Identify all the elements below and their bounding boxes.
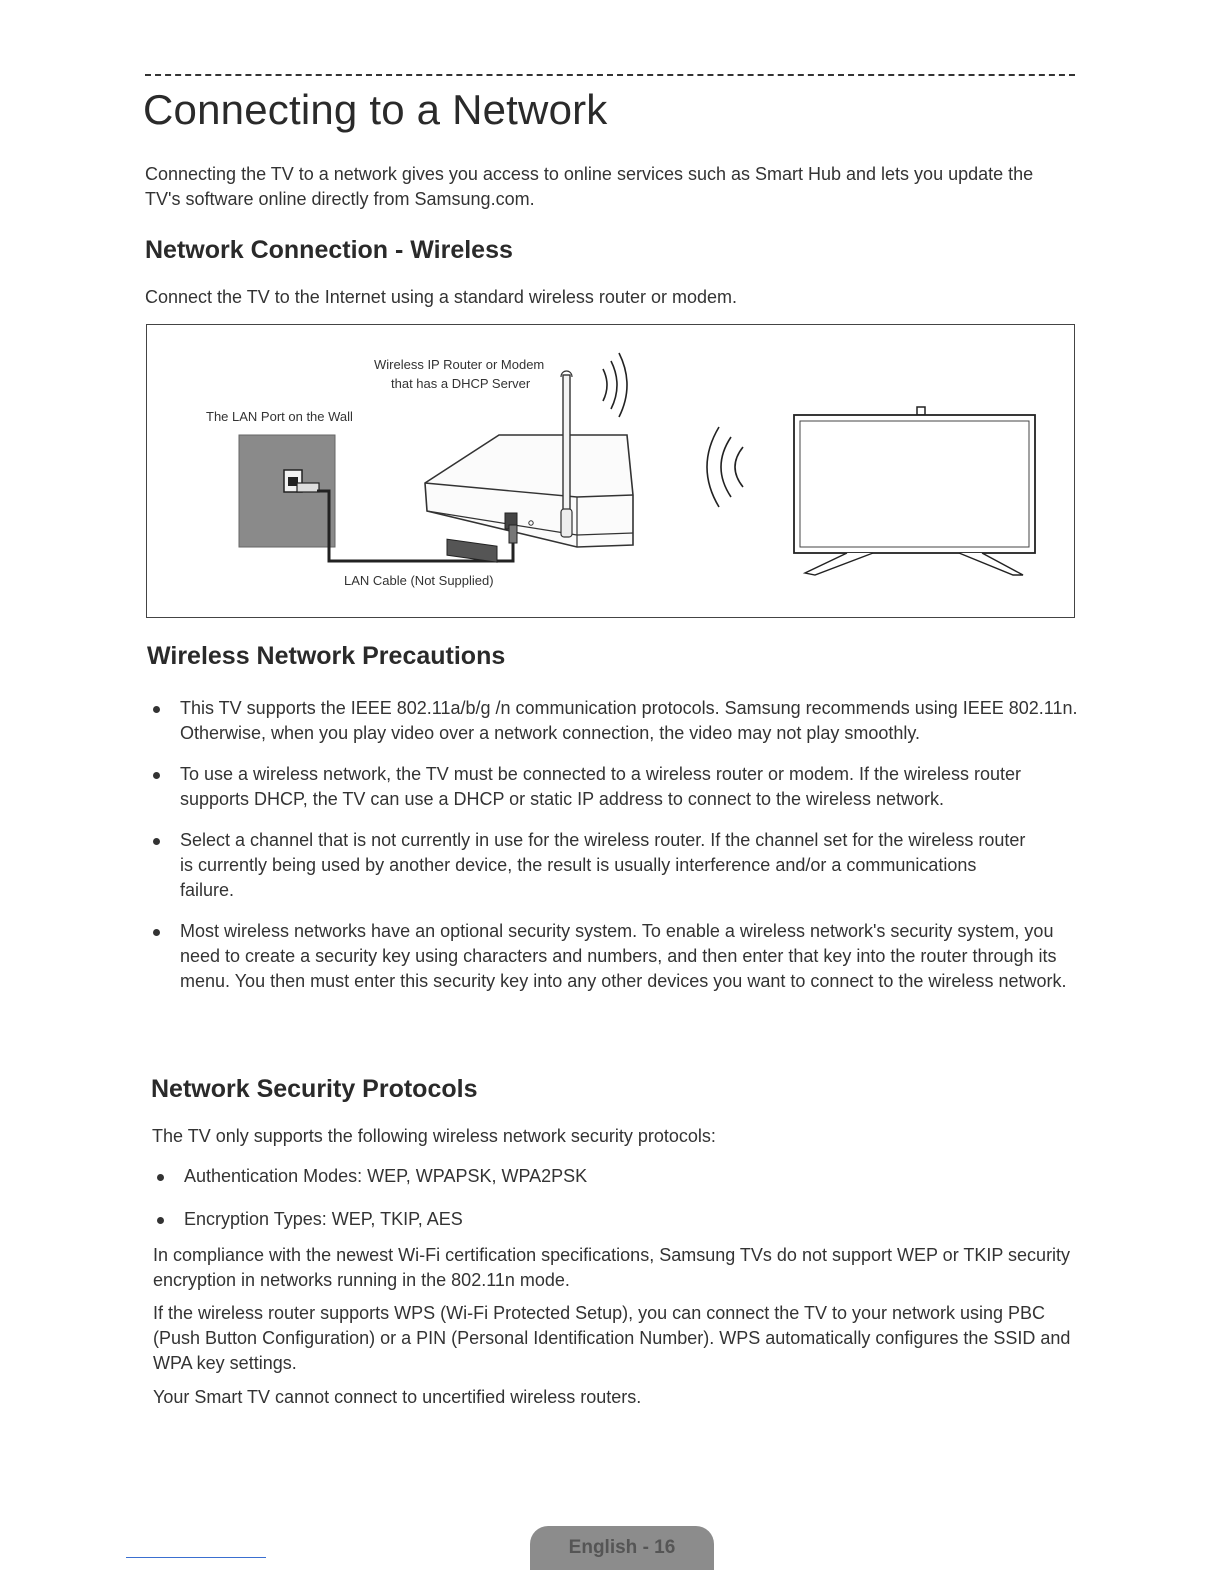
page-title: Connecting to a Network [143,86,608,133]
precautions-heading: Wireless Network Precautions [147,642,506,670]
bullet-dot [153,838,160,845]
security-paragraph-wps: If the wireless router supports WPS (Wi-Fi Protected Setup), you can connect the TV to your network using PBC (Push Button Configuration) or a PIN (Personal Identification Number). WPS automatically configures the SSID and WPA key settings. [153,1303,1071,1373]
security-intro: The TV only supports the following wireless network security protocols: [152,1126,716,1146]
precaution-item: Most wireless networks have an optional security system. To enable a wireless network's security system, you need to create a security key using characters and numbers, and then enter that key into the router through its menu. You then must enter this security key into any other devices you want to connect to the wireless network. [146,919,1086,994]
router-label-line2: that has a DHCP Server [391,376,531,391]
lan-cable-label: LAN Cable (Not Supplied) [344,573,494,588]
network-diagram-illustration [147,325,1076,619]
security-protocol-list [150,1164,1070,1232]
wall-port-label: The LAN Port on the Wall [206,409,353,424]
precaution-item: This TV supports the IEEE 802.11a/b/g /n communication protocols. Samsung recommends using IEEE 802.11n. Otherwise, when you play video over a network connection, the video may not play smoothly. [146,696,1086,746]
network-diagram [146,324,1075,618]
router-label-line1: Wireless IP Router or Modem [374,357,545,372]
security-paragraph-compliance: In compliance with the newest Wi-Fi certification specifications, Samsung TVs do not support WEP or TKIP security encryption in networks running in the 802.11n mode. [153,1245,1071,1290]
wireless-connection-text: Connect the TV to the Internet using a standard wireless router or modem. [145,287,737,307]
bullet-dot [157,1217,164,1224]
precautions-list [146,696,1086,994]
bullet-dot [153,772,160,779]
intro-paragraph: Connecting the TV to a network gives you access to online services such as Smart Hub and lets you update the TV's software online directly from Samsung.com. [145,164,1034,209]
router-wifi-waves-icon [603,353,627,417]
security-protocol-item: Encryption Types: WEP, TKIP, AES [150,1207,1070,1232]
page-number-badge: English - 16 [530,1526,714,1570]
security-protocol-item: Authentication Modes: WEP, WPAPSK, WPA2PSK [150,1164,1070,1189]
bullet-dot [153,929,160,936]
tv-wifi-waves-icon [707,427,743,507]
top-dashed-rule [145,74,1075,76]
tv-illustration [794,407,1035,575]
wireless-connection-heading: Network Connection - Wireless [145,236,513,264]
bullet-dot [157,1174,164,1181]
security-heading: Network Security Protocols [151,1075,478,1103]
bullet-dot [153,706,160,713]
router-illustration [425,371,633,562]
footer-rule [126,1557,266,1558]
security-paragraph-uncertified: Your Smart TV cannot connect to uncertified wireless routers. [153,1387,642,1407]
precaution-item: Select a channel that is not currently in use for the wireless router. If the channel set for the wireless router is currently being used by another device, the result is usually interference and/or a communications failure. [146,828,1086,903]
precaution-item: To use a wireless network, the TV must be connected to a wireless router or modem. If the wireless router supports DHCP, the TV can use a DHCP or static IP address to connect to the wireless network. [146,762,1086,812]
